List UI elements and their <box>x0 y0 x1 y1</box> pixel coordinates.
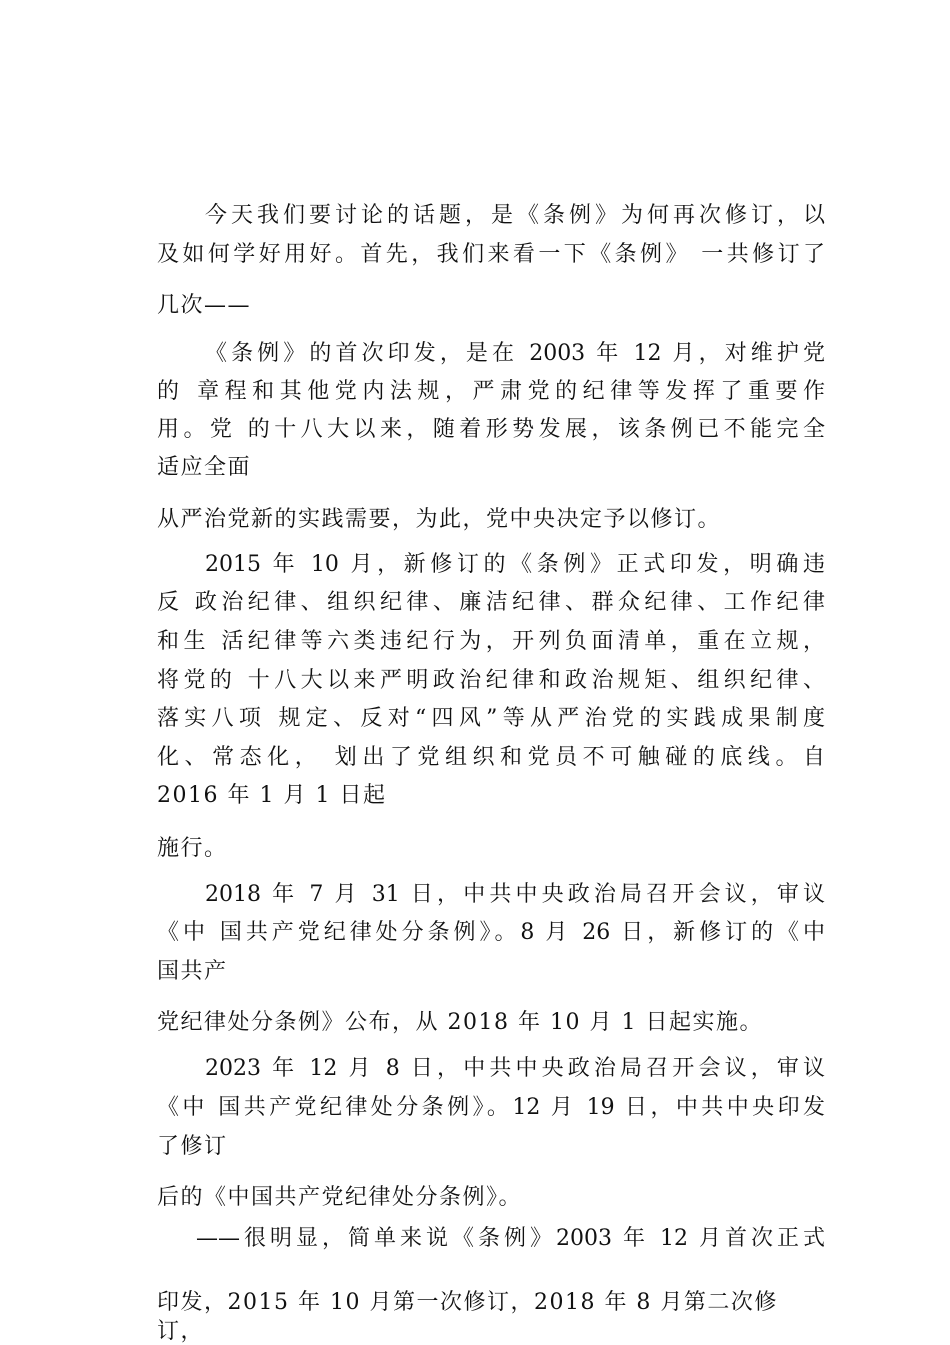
text-line: 用。党 的十八大以来，随着形势发展，该条例已不能完全 <box>157 417 825 442</box>
text-line: 及如何学好用好。首先，我们来看一下《条例》 一共修订了 <box>157 242 825 267</box>
text-line: 化、常态化， 划出了党组织和党员不可触碰的底线。自 <box>157 745 825 770</box>
text-line: 《中 国共产党纪律处分条例》。12 月 19 日，中共中央印发 <box>157 1095 825 1120</box>
text-line: 印发，2015 年 10 月第一次修订，2018 年 8 月第二次修 <box>157 1290 778 1315</box>
text-line: 党纪律处分条例》公布，从 2018 年 10 月 1 日起实施。 <box>157 1010 763 1035</box>
text-line: 国共产 <box>157 959 228 984</box>
text-line: 今天我们要讨论的话题，是《条例》为何再次修订，以 <box>205 203 825 228</box>
text-line: 2018 年 7 月 31 日，中共中央政治局召开会议，审议 <box>205 882 825 907</box>
text-line: 订， <box>157 1319 205 1344</box>
text-line: 后的《中国共产党纪律处分条例》。 <box>157 1185 523 1210</box>
text-line: 适应全面 <box>157 455 252 480</box>
text-line: 《条例》的首次印发，是在 2003 年 12 月，对维护党 <box>205 341 825 366</box>
text-line: 2023 年 12 月 8 日，中共中央政治局召开会议，审议 <box>205 1056 825 1081</box>
text-line: 施行。 <box>157 836 228 861</box>
text-line: 几次—— <box>157 293 252 318</box>
text-line: 2016 年 1 月 1 日起 <box>157 783 387 808</box>
text-line: 将党的 十八大以来严明政治纪律和政治规矩、组织纪律、 <box>157 668 825 693</box>
text-line: 反 政治纪律、组织纪律、廉洁纪律、群众纪律、工作纪律 <box>157 590 825 615</box>
text-line: 2015 年 10 月，新修订的《条例》正式印发，明确违 <box>205 552 825 577</box>
text-line: 《中 国共产党纪律处分条例》。8 月 26 日，新修订的《中 <box>157 920 825 945</box>
text-line: 落实八项 规定、反对“四风”等从严治党的实践成果制度 <box>157 706 825 731</box>
text-line: 和生 活纪律等六类违纪行为，开列负面清单，重在立规， <box>157 629 825 654</box>
text-line: ——很明显，简单来说《条例》2003 年 12 月首次正式 <box>196 1226 825 1251</box>
text-line: 从严治党新的实践需要，为此，党中央决定予以修订。 <box>157 507 722 532</box>
text-line: 的 章程和其他党内法规，严肃党的纪律等发挥了重要作 <box>157 379 825 404</box>
text-line: 了修订 <box>157 1134 228 1159</box>
